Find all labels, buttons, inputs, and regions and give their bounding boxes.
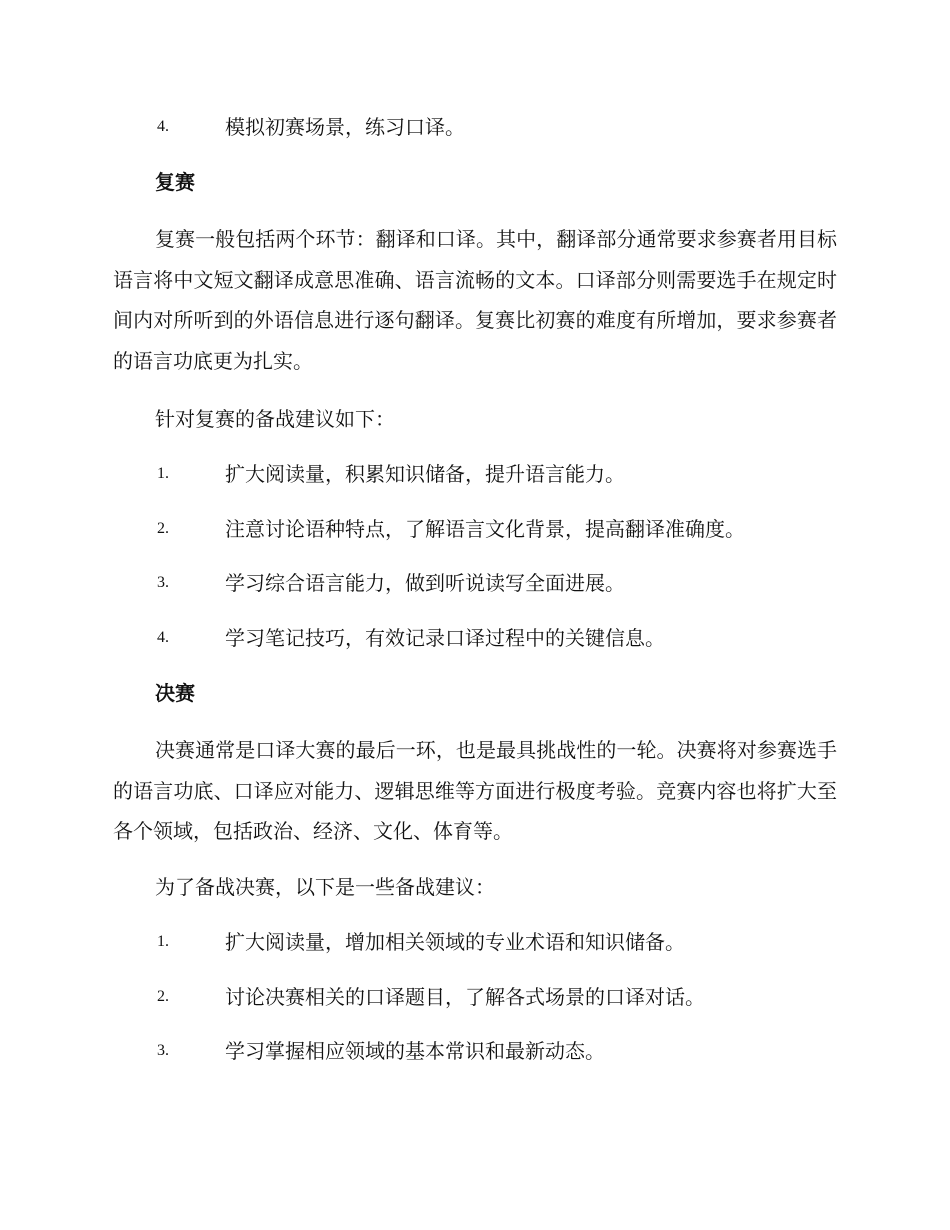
list-item-number: 4. — [157, 118, 169, 135]
section-heading-final: 决赛 — [155, 681, 195, 705]
list-item-number: 2. — [157, 520, 169, 537]
list-item — [0, 983, 950, 1011]
section-heading-semifinal: 复赛 — [155, 170, 195, 194]
list-item — [0, 624, 950, 652]
list-item-text: 扩大阅读量，积累知识储备，提升语言能力。 — [225, 462, 625, 486]
list-item-text: 学习综合语言能力，做到听说读写全面进展。 — [225, 571, 625, 595]
semifinal-paragraph: 复赛一般包括两个环节：翻译和口译。其中，翻译部分通常要求参赛者用目标语言将中文短文翻译成意思准确、语言流畅的文本。口译部分则需要选手在规定时间内对所听到的外语信息进行逐句翻译。复赛比初赛的难度有所增加，要求参赛者的语言功底更为扎实。 — [113, 227, 837, 373]
final-advice-lead: 为了备战决赛，以下是一些备战建议： — [155, 875, 495, 899]
list-item — [0, 460, 950, 488]
list-item — [0, 515, 950, 543]
semifinal-advice-lead: 针对复赛的备战建议如下： — [155, 407, 395, 431]
list-item-text: 模拟初赛场景，练习口译。 — [225, 115, 465, 139]
list-item-number: 1. — [157, 933, 169, 950]
list-item-text: 讨论决赛相关的口译题目，了解各式场景的口译对话。 — [225, 985, 705, 1009]
final-paragraph: 决赛通常是口译大赛的最后一环，也是最具挑战性的一轮。决赛将对参赛选手的语言功底、口译应对能力、逻辑思维等方面进行极度考验。竞赛内容也将扩大至各个领域，包括政治、经济、文化、体育等。 — [113, 738, 837, 843]
list-item-number: 3. — [157, 574, 169, 591]
list-item-text: 学习掌握相应领域的基本常识和最新动态。 — [225, 1039, 605, 1063]
list-item-number: 3. — [157, 1042, 169, 1059]
list-item-text: 注意讨论语种特点，了解语言文化背景，提高翻译准确度。 — [225, 517, 745, 541]
list-item-text: 学习笔记技巧，有效记录口译过程中的关键信息。 — [225, 626, 665, 650]
list-item-number: 1. — [157, 465, 169, 482]
list-item — [0, 1037, 950, 1065]
list-item — [0, 113, 950, 141]
list-item — [0, 569, 950, 597]
list-item — [0, 928, 950, 956]
list-item-number: 2. — [157, 988, 169, 1005]
list-item-text: 扩大阅读量，增加相关领域的专业术语和知识储备。 — [225, 930, 685, 954]
list-item-number: 4. — [157, 629, 169, 646]
